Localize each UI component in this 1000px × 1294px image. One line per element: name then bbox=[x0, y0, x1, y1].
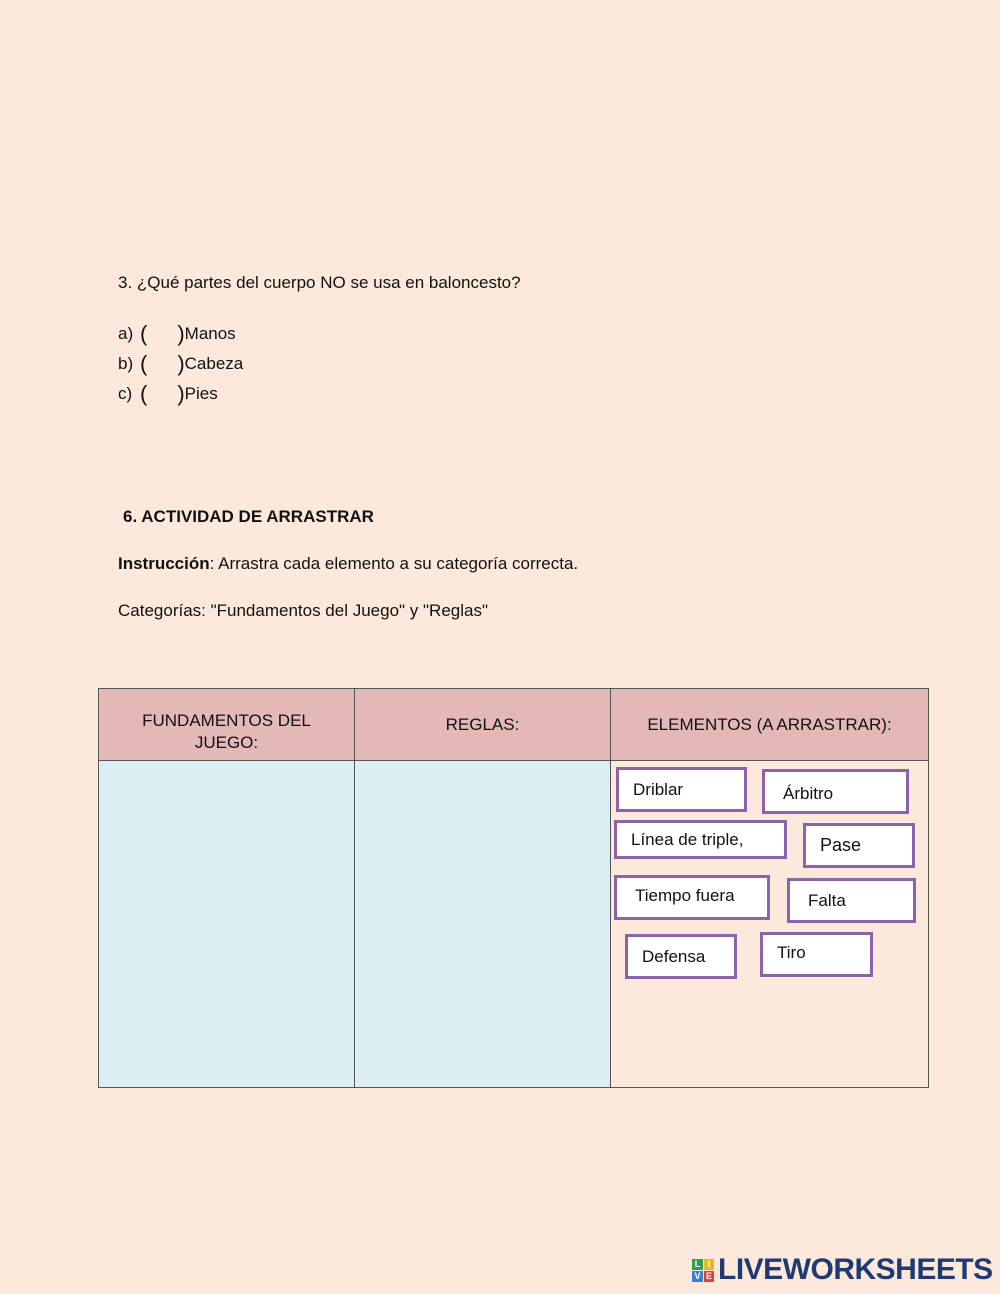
draggable-driblar[interactable]: Driblar bbox=[616, 767, 747, 812]
drop-zone-fundamentos[interactable] bbox=[99, 761, 355, 1087]
draggable-arbitro[interactable]: Árbitro bbox=[762, 769, 909, 814]
close-paren: ) bbox=[177, 321, 185, 346]
draggable-falta[interactable]: Falta bbox=[787, 878, 916, 923]
activity-heading: 6. ACTIVIDAD DE ARRASTRAR bbox=[123, 507, 374, 526]
option-label: Manos bbox=[184, 324, 236, 343]
option-letter: b) bbox=[118, 354, 134, 373]
option-letter: a) bbox=[118, 324, 134, 343]
option-label: Cabeza bbox=[184, 354, 244, 373]
draggable-tiro[interactable]: Tiro bbox=[760, 932, 873, 977]
draggable-pase[interactable]: Pase bbox=[803, 823, 915, 868]
open-paren: ( bbox=[140, 351, 148, 376]
draggable-defensa[interactable]: Defensa bbox=[625, 934, 737, 979]
categories-text: Categorías: "Fundamentos del Juego" y "Reglas" bbox=[118, 601, 489, 620]
open-paren: ( bbox=[140, 321, 148, 346]
instruction-label: Instrucción bbox=[118, 554, 210, 573]
drop-zone-reglas[interactable] bbox=[355, 761, 611, 1087]
header-reglas-label: REGLAS: bbox=[445, 714, 520, 734]
logo-mark-letter: E bbox=[704, 1271, 715, 1282]
draggable-tiempo-fuera[interactable]: Tiempo fuera bbox=[614, 875, 770, 920]
logo-text: LIVEWORKSHEETS bbox=[718, 1253, 993, 1286]
logo-mark-letter: L bbox=[692, 1259, 703, 1270]
header-fundamentos bbox=[99, 689, 355, 761]
option-b bbox=[118, 353, 243, 375]
option-label: Pies bbox=[184, 384, 218, 403]
instruction bbox=[118, 554, 578, 574]
header-reglas bbox=[355, 689, 611, 761]
open-paren: ( bbox=[140, 381, 148, 406]
option-a bbox=[118, 323, 236, 345]
question-3-text: 3. ¿Qué partes del cuerpo NO se usa en baloncesto? bbox=[118, 273, 521, 292]
close-paren: ) bbox=[177, 381, 185, 406]
liveworksheets-logo-icon bbox=[692, 1259, 714, 1281]
header-elementos bbox=[611, 689, 928, 761]
instruction-text: : Arrastra cada elemento a su categoría correcta. bbox=[209, 554, 579, 573]
answer-blank[interactable] bbox=[147, 324, 177, 344]
close-paren: ) bbox=[177, 351, 185, 376]
option-c bbox=[118, 383, 218, 405]
logo-mark-letter: V bbox=[692, 1271, 703, 1282]
liveworksheets-logo bbox=[692, 1253, 993, 1287]
answer-blank[interactable] bbox=[147, 384, 177, 404]
option-letter: c) bbox=[118, 384, 133, 403]
header-fundamentos-label: FUNDAMENTOS DEL JUEGO: bbox=[142, 710, 311, 752]
logo-mark-letter: I bbox=[704, 1259, 715, 1270]
answer-blank[interactable] bbox=[147, 354, 177, 374]
header-elementos-label: ELEMENTOS (A ARRASTRAR): bbox=[647, 714, 892, 734]
draggable-linea-de-triple[interactable]: Línea de triple, bbox=[614, 820, 787, 859]
